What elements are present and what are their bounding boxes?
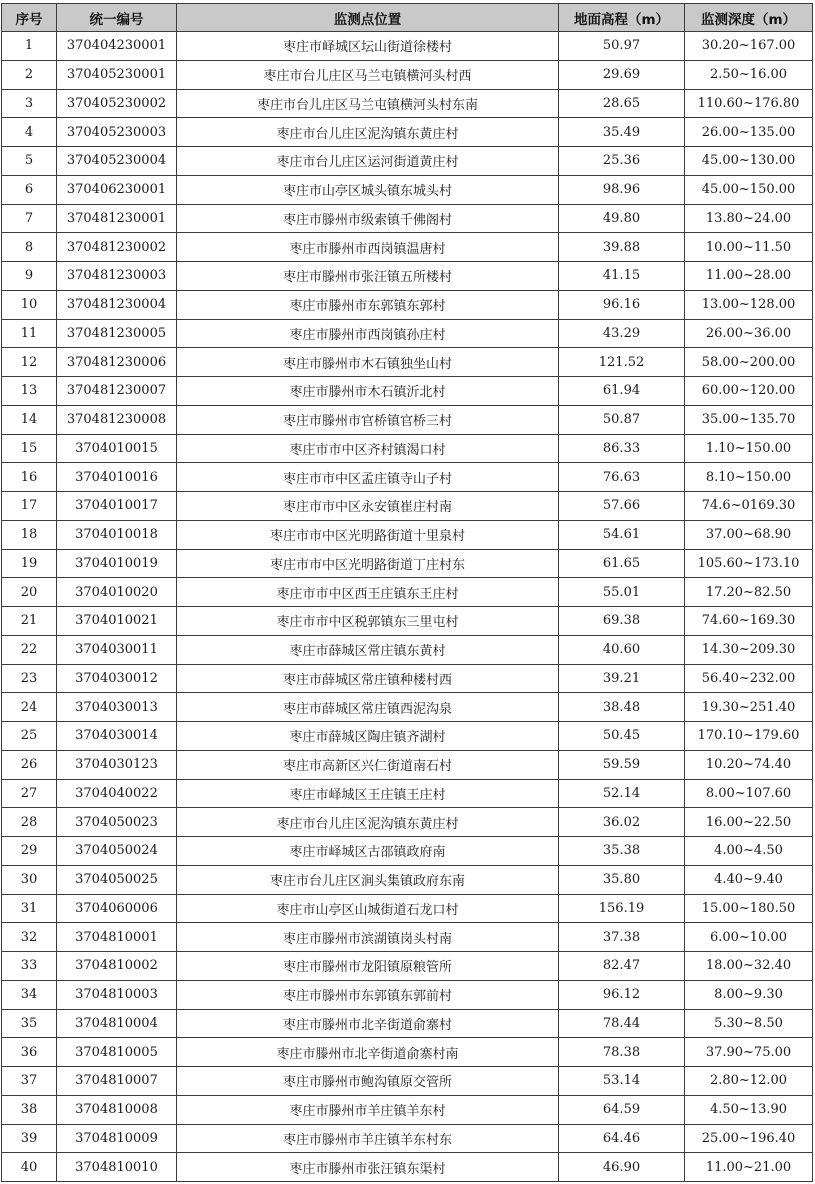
cell-index: 8 [2,233,57,262]
cell-elevation: 53.14 [559,1067,685,1096]
cell-location: 枣庄市峄城区古邵镇政府南 [177,837,559,866]
cell-depth: 10.20~74.40 [685,750,813,779]
cell-code: 370481230002 [57,233,177,262]
cell-code: 3704010020 [57,578,177,607]
cell-depth: 8.00~9.30 [685,980,813,1009]
cell-depth: 1.10~150.00 [685,434,813,463]
cell-code: 3704030123 [57,750,177,779]
cell-elevation: 25.36 [559,147,685,176]
cell-elevation: 35.38 [559,837,685,866]
cell-elevation: 43.29 [559,319,685,348]
cell-code: 3704810002 [57,952,177,981]
cell-depth: 26.00~36.00 [685,319,813,348]
table-header [2,4,813,32]
cell-index: 35 [2,1009,57,1038]
cell-depth: 13.80~24.00 [685,204,813,233]
cell-code: 3704810008 [57,1095,177,1124]
cell-depth: 35.00~135.70 [685,405,813,434]
cell-location: 枣庄市滕州市木石镇沂北村 [177,377,559,406]
cell-code: 3704810004 [57,1009,177,1038]
cell-depth: 8.00~107.60 [685,779,813,808]
table-row [2,1038,813,1067]
cell-code: 370481230007 [57,377,177,406]
table-row [2,808,813,837]
cell-depth: 30.20~167.00 [685,32,813,61]
cell-code: 3704810010 [57,1153,177,1182]
cell-index: 30 [2,865,57,894]
cell-location: 枣庄市山亭区山城街道石龙口村 [177,894,559,923]
cell-index: 23 [2,664,57,693]
cell-elevation: 49.80 [559,204,685,233]
cell-code: 3704010021 [57,607,177,636]
cell-location: 枣庄市市中区西王庄镇东王庄村 [177,578,559,607]
cell-depth: 19.30~251.40 [685,693,813,722]
cell-depth: 15.00~180.50 [685,894,813,923]
cell-code: 3704010017 [57,492,177,521]
cell-depth: 105.60~173.10 [685,549,813,578]
cell-index: 28 [2,808,57,837]
cell-elevation: 54.61 [559,520,685,549]
table-row [2,492,813,521]
cell-code: 370481230008 [57,405,177,434]
cell-code: 370481230001 [57,204,177,233]
cell-depth: 11.00~21.00 [685,1153,813,1182]
cell-index: 26 [2,750,57,779]
cell-index: 20 [2,578,57,607]
table-row [2,865,813,894]
cell-index: 31 [2,894,57,923]
cell-depth: 74.60~169.30 [685,607,813,636]
cell-index: 19 [2,549,57,578]
header-location: 监测点位置 [177,4,559,32]
cell-elevation: 98.96 [559,175,685,204]
cell-elevation: 59.59 [559,750,685,779]
cell-location: 枣庄市薛城区陶庄镇齐湖村 [177,722,559,751]
table-row [2,262,813,291]
cell-location: 枣庄市滕州市西岗镇温唐村 [177,233,559,262]
cell-location: 枣庄市山亭区城头镇东城头村 [177,175,559,204]
cell-elevation: 76.63 [559,463,685,492]
cell-code: 370481230006 [57,348,177,377]
cell-depth: 45.00~150.00 [685,175,813,204]
cell-elevation: 64.59 [559,1095,685,1124]
cell-elevation: 35.49 [559,118,685,147]
cell-elevation: 52.14 [559,779,685,808]
cell-depth: 170.10~179.60 [685,722,813,751]
table-row [2,750,813,779]
cell-code: 3704050025 [57,865,177,894]
header-depth: 监测深度（m） [685,4,813,32]
cell-code: 3704060006 [57,894,177,923]
cell-index: 2 [2,60,57,89]
table-row [2,894,813,923]
cell-elevation: 29.69 [559,60,685,89]
cell-depth: 10.00~11.50 [685,233,813,262]
monitoring-points-table [1,3,813,1182]
cell-depth: 2.50~16.00 [685,60,813,89]
table-row [2,147,813,176]
cell-code: 370481230004 [57,290,177,319]
table-row [2,837,813,866]
cell-depth: 25.00~196.40 [685,1124,813,1153]
cell-depth: 8.10~150.00 [685,463,813,492]
cell-elevation: 61.65 [559,549,685,578]
table-row [2,578,813,607]
table-row [2,204,813,233]
cell-depth: 26.00~135.00 [685,118,813,147]
cell-depth: 17.20~82.50 [685,578,813,607]
cell-location: 枣庄市台儿庄区泥沟镇东黄庄村 [177,808,559,837]
cell-location: 枣庄市滕州市官桥镇官桥三村 [177,405,559,434]
cell-location: 枣庄市市中区永安镇崔庄村南 [177,492,559,521]
table-row [2,664,813,693]
cell-elevation: 156.19 [559,894,685,923]
cell-index: 4 [2,118,57,147]
cell-location: 枣庄市滕州市鲍沟镇原交管所 [177,1067,559,1096]
cell-index: 5 [2,147,57,176]
cell-index: 36 [2,1038,57,1067]
cell-location: 枣庄市市中区齐村镇渴口村 [177,434,559,463]
cell-depth: 18.00~32.40 [685,952,813,981]
cell-code: 370481230005 [57,319,177,348]
table-row [2,290,813,319]
cell-code: 3704810009 [57,1124,177,1153]
cell-index: 9 [2,262,57,291]
cell-elevation: 50.45 [559,722,685,751]
cell-index: 22 [2,635,57,664]
cell-code: 3704810003 [57,980,177,1009]
cell-location: 枣庄市滕州市级索镇千佛阁村 [177,204,559,233]
cell-location: 枣庄市滕州市北辛街道俞寨村南 [177,1038,559,1067]
cell-depth: 6.00~10.00 [685,923,813,952]
cell-index: 34 [2,980,57,1009]
cell-depth: 58.00~200.00 [685,348,813,377]
table-row [2,779,813,808]
cell-code: 370405230001 [57,60,177,89]
cell-code: 3704030012 [57,664,177,693]
cell-index: 6 [2,175,57,204]
cell-elevation: 96.16 [559,290,685,319]
cell-code: 3704810007 [57,1067,177,1096]
cell-index: 15 [2,434,57,463]
cell-code: 370405230003 [57,118,177,147]
cell-depth: 13.00~128.00 [685,290,813,319]
cell-location: 枣庄市薛城区常庄镇西泥沟泉 [177,693,559,722]
cell-elevation: 121.52 [559,348,685,377]
table-row [2,118,813,147]
cell-elevation: 39.88 [559,233,685,262]
cell-elevation: 64.46 [559,1124,685,1153]
table-row [2,952,813,981]
cell-elevation: 35.80 [559,865,685,894]
cell-index: 25 [2,722,57,751]
table-row [2,1153,813,1182]
table-row [2,520,813,549]
cell-location: 枣庄市薛城区常庄镇东黄村 [177,635,559,664]
table-row [2,923,813,952]
cell-index: 24 [2,693,57,722]
cell-elevation: 78.44 [559,1009,685,1038]
table-row [2,980,813,1009]
cell-depth: 74.6~0169.30 [685,492,813,521]
cell-index: 32 [2,923,57,952]
cell-index: 39 [2,1124,57,1153]
cell-location: 枣庄市滕州市东郭镇东郭村 [177,290,559,319]
cell-elevation: 86.33 [559,434,685,463]
cell-location: 枣庄市市中区光明路街道丁庄村东 [177,549,559,578]
cell-location: 枣庄市市中区孟庄镇寺山子村 [177,463,559,492]
cell-index: 27 [2,779,57,808]
cell-location: 枣庄市滕州市木石镇独坐山村 [177,348,559,377]
cell-code: 370405230004 [57,147,177,176]
cell-elevation: 28.65 [559,89,685,118]
cell-index: 16 [2,463,57,492]
cell-elevation: 96.12 [559,980,685,1009]
table-row [2,348,813,377]
cell-code: 3704050024 [57,837,177,866]
cell-elevation: 40.60 [559,635,685,664]
cell-elevation: 36.02 [559,808,685,837]
cell-depth: 60.00~120.00 [685,377,813,406]
cell-code: 3704010016 [57,463,177,492]
cell-elevation: 39.21 [559,664,685,693]
table-row [2,1009,813,1038]
cell-index: 13 [2,377,57,406]
cell-code: 370404230001 [57,32,177,61]
table-row [2,1067,813,1096]
table-row [2,434,813,463]
cell-elevation: 82.47 [559,952,685,981]
cell-location: 枣庄市市中区税郭镇东三里屯村 [177,607,559,636]
cell-location: 枣庄市薛城区常庄镇种楼村西 [177,664,559,693]
cell-location: 枣庄市市中区光明路街道十里泉村 [177,520,559,549]
cell-elevation: 69.38 [559,607,685,636]
table-row [2,175,813,204]
cell-index: 29 [2,837,57,866]
table-row [2,319,813,348]
cell-elevation: 46.90 [559,1153,685,1182]
table-row [2,607,813,636]
cell-index: 21 [2,607,57,636]
cell-index: 11 [2,319,57,348]
cell-location: 枣庄市高新区兴仁街道南石村 [177,750,559,779]
cell-depth: 16.00~22.50 [685,808,813,837]
table-row [2,233,813,262]
cell-code: 3704810005 [57,1038,177,1067]
cell-elevation: 57.66 [559,492,685,521]
cell-index: 40 [2,1153,57,1182]
cell-index: 7 [2,204,57,233]
cell-location: 枣庄市峄城区王庄镇王庄村 [177,779,559,808]
cell-location: 枣庄市滕州市张汪镇东渠村 [177,1153,559,1182]
cell-depth: 4.00~4.50 [685,837,813,866]
table-row [2,635,813,664]
cell-elevation: 50.87 [559,405,685,434]
cell-depth: 11.00~28.00 [685,262,813,291]
cell-index: 12 [2,348,57,377]
cell-depth: 37.90~75.00 [685,1038,813,1067]
cell-location: 枣庄市滕州市滨湖镇岗头村南 [177,923,559,952]
table-body [2,32,813,1182]
cell-code: 3704010019 [57,549,177,578]
table-row [2,693,813,722]
table-row [2,32,813,61]
table-row [2,405,813,434]
cell-depth: 4.40~9.40 [685,865,813,894]
cell-location: 枣庄市峄城区坛山街道徐楼村 [177,32,559,61]
table-row [2,60,813,89]
cell-depth: 56.40~232.00 [685,664,813,693]
cell-index: 14 [2,405,57,434]
cell-location: 枣庄市台儿庄区泥沟镇东黄庄村 [177,118,559,147]
cell-code: 370405230002 [57,89,177,118]
header-code: 统一编号 [57,4,177,32]
cell-elevation: 41.15 [559,262,685,291]
cell-code: 3704010018 [57,520,177,549]
table-row [2,549,813,578]
cell-depth: 110.60~176.80 [685,89,813,118]
table-row [2,722,813,751]
cell-elevation: 38.48 [559,693,685,722]
cell-location: 枣庄市滕州市羊庄镇羊东村东 [177,1124,559,1153]
header-elevation: 地面高程（m） [559,4,685,32]
cell-depth: 37.00~68.90 [685,520,813,549]
cell-index: 1 [2,32,57,61]
table-row [2,463,813,492]
cell-index: 33 [2,952,57,981]
cell-index: 3 [2,89,57,118]
cell-location: 枣庄市台儿庄区运河街道黄庄村 [177,147,559,176]
cell-code: 3704030014 [57,722,177,751]
cell-code: 370481230003 [57,262,177,291]
cell-code: 3704040022 [57,779,177,808]
cell-location: 枣庄市滕州市羊庄镇羊东村 [177,1095,559,1124]
cell-depth: 2.80~12.00 [685,1067,813,1096]
cell-location: 枣庄市滕州市东郭镇东郭前村 [177,980,559,1009]
cell-index: 38 [2,1095,57,1124]
cell-code: 3704050023 [57,808,177,837]
cell-elevation: 78.38 [559,1038,685,1067]
cell-location: 枣庄市滕州市西岗镇孙庄村 [177,319,559,348]
header-row [2,4,813,32]
cell-elevation: 61.94 [559,377,685,406]
cell-elevation: 55.01 [559,578,685,607]
table-row [2,1095,813,1124]
cell-location: 枣庄市台儿庄区马兰屯镇横河头村东南 [177,89,559,118]
cell-index: 18 [2,520,57,549]
cell-index: 17 [2,492,57,521]
cell-code: 3704810001 [57,923,177,952]
table-row [2,1124,813,1153]
cell-location: 枣庄市滕州市龙阳镇原粮管所 [177,952,559,981]
cell-location: 枣庄市台儿庄区涧头集镇政府东南 [177,865,559,894]
cell-depth: 5.30~8.50 [685,1009,813,1038]
cell-elevation: 50.97 [559,32,685,61]
cell-index: 37 [2,1067,57,1096]
table-row [2,89,813,118]
cell-code: 3704030011 [57,635,177,664]
table-row [2,377,813,406]
header-index: 序号 [2,4,57,32]
cell-depth: 45.00~130.00 [685,147,813,176]
cell-code: 3704030013 [57,693,177,722]
cell-location: 枣庄市滕州市北辛街道俞寨村 [177,1009,559,1038]
cell-depth: 14.30~209.30 [685,635,813,664]
cell-location: 枣庄市滕州市张汪镇五所楼村 [177,262,559,291]
cell-index: 10 [2,290,57,319]
cell-location: 枣庄市台儿庄区马兰屯镇横河头村西 [177,60,559,89]
cell-code: 3704010015 [57,434,177,463]
cell-code: 370406230001 [57,175,177,204]
cell-depth: 4.50~13.90 [685,1095,813,1124]
cell-elevation: 37.38 [559,923,685,952]
